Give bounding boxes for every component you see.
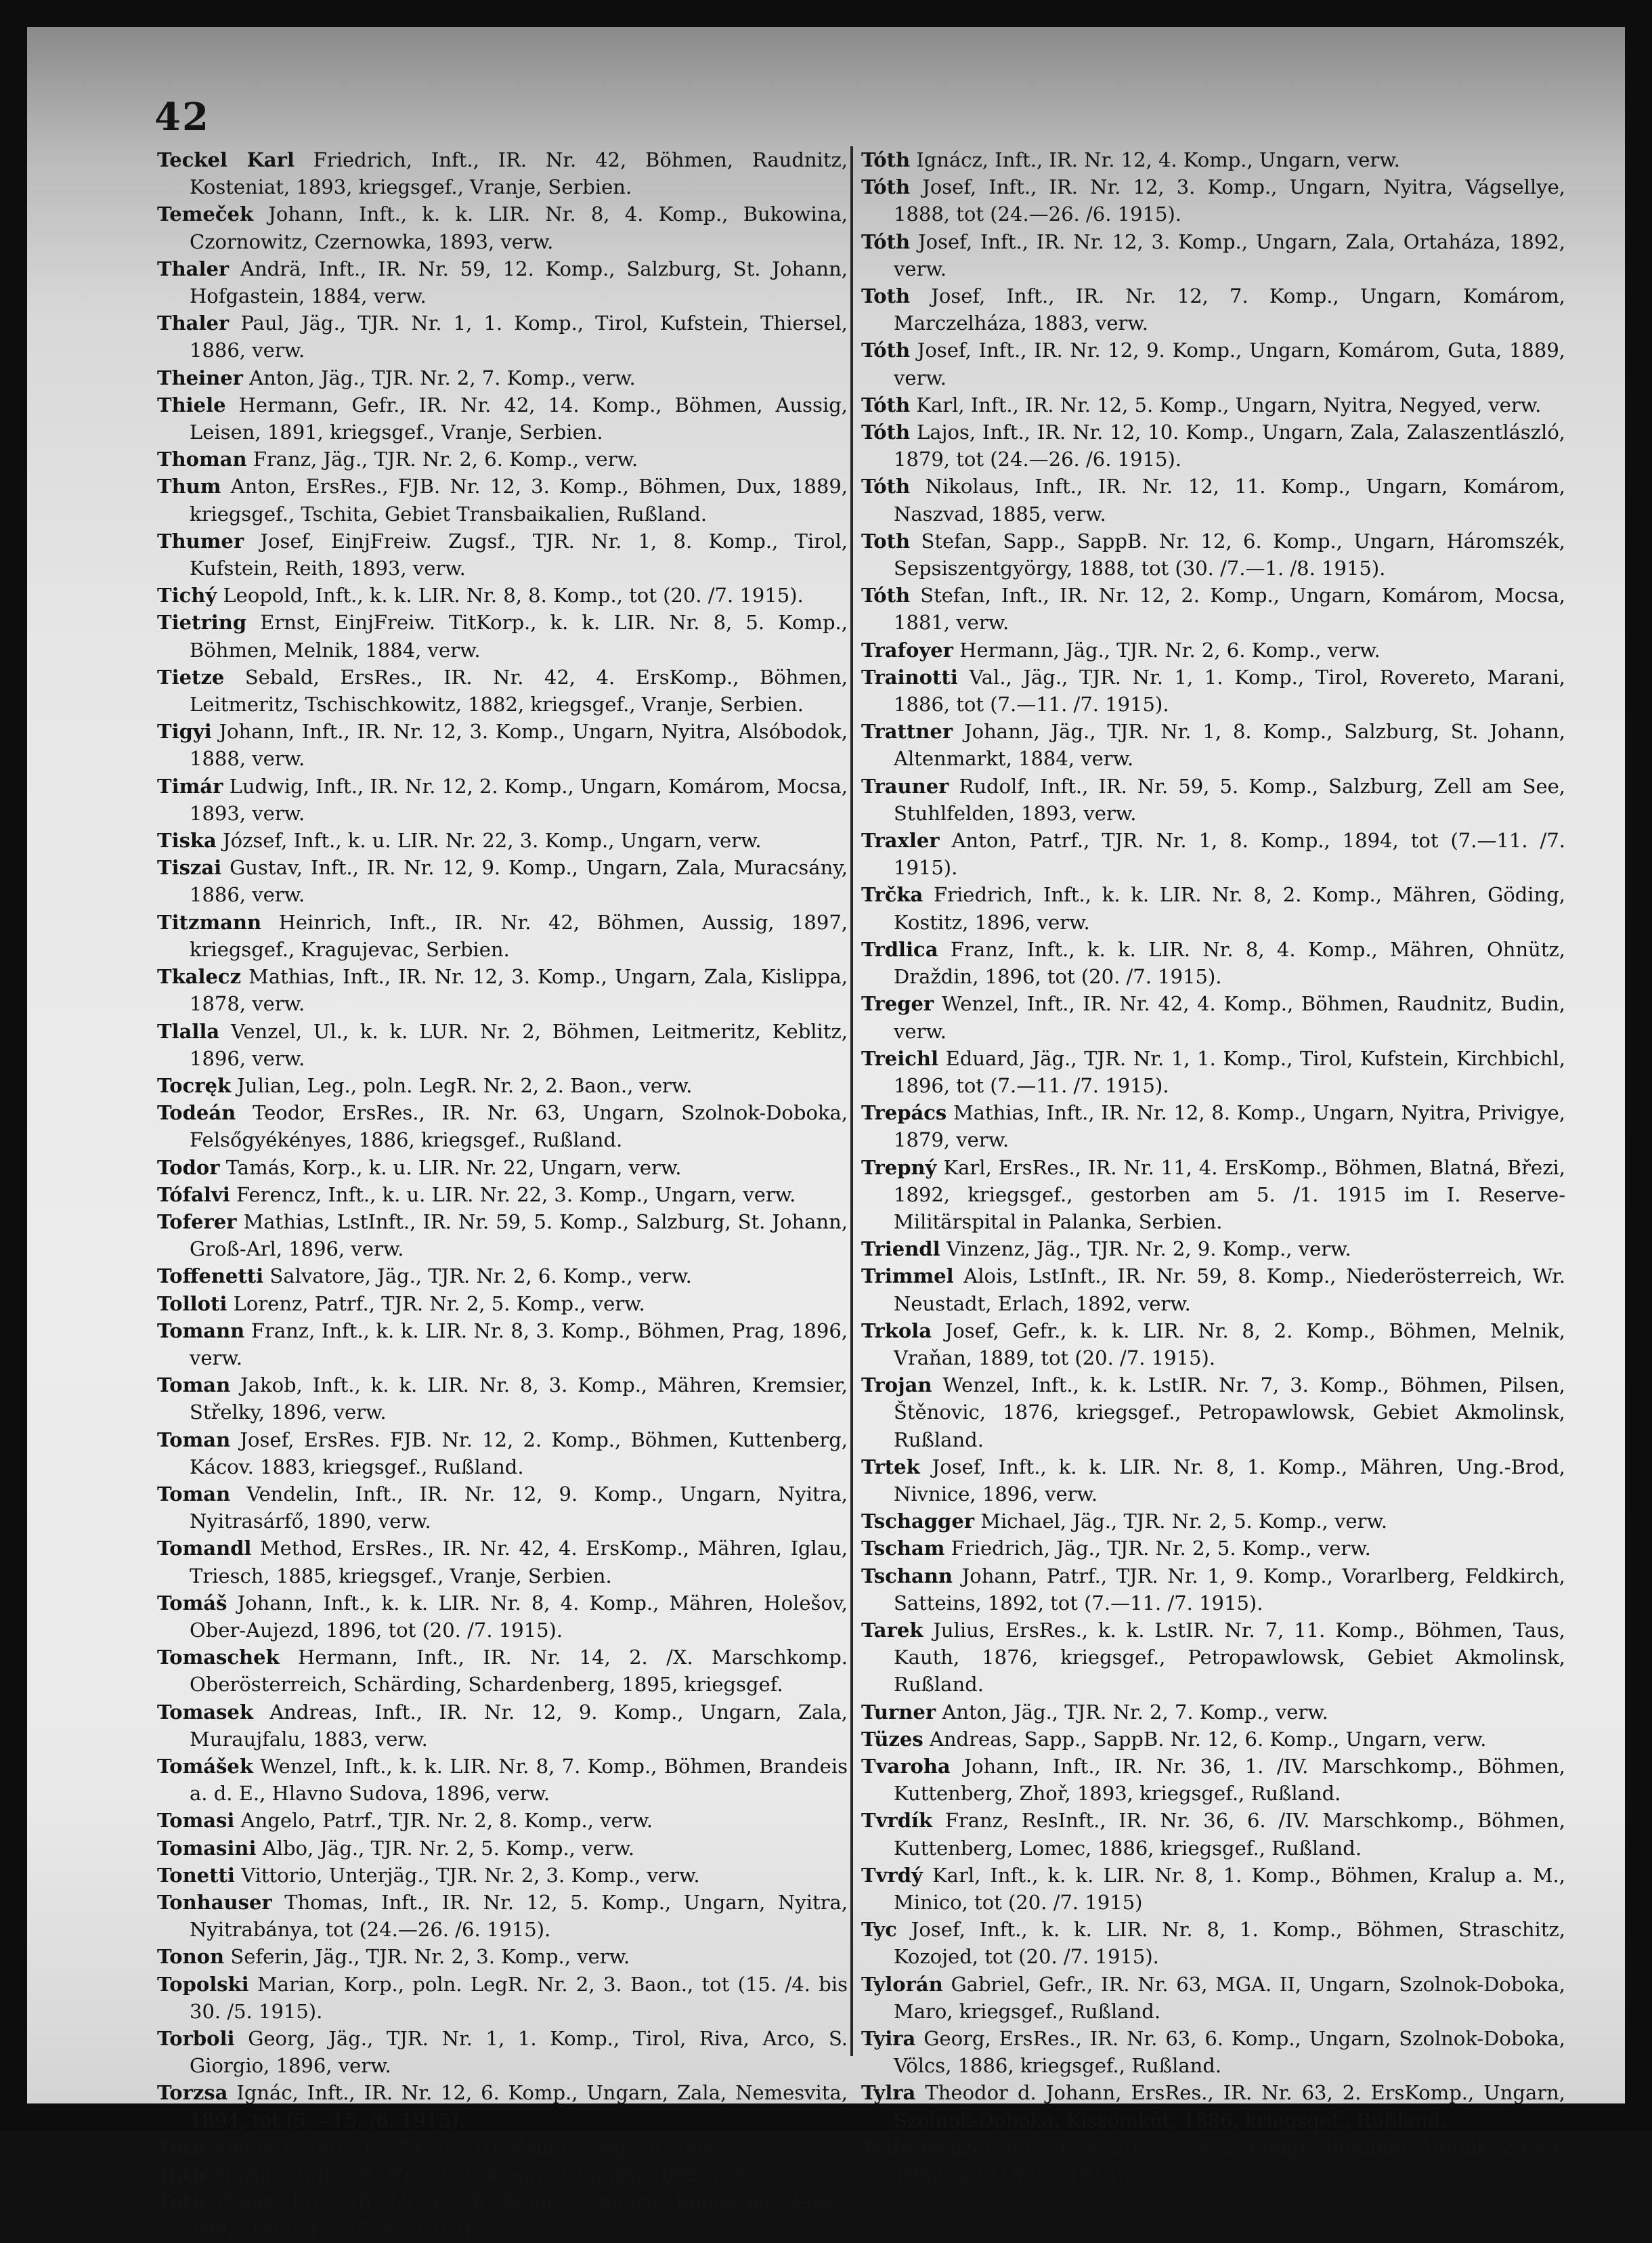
register-entry <box>157 391 848 446</box>
entry-surname: Tóth <box>861 393 911 416</box>
entry-surname: Tonetti <box>157 1863 235 1887</box>
entry-details: Thomas, Inft., IR. Nr. 12, 5. Komp., Ungarn, Nyitra, Nyitrabánya, tot (24.—26. /6. 1915). <box>190 1891 848 1942</box>
entry-details: Method, ErsRes., IR. Nr. 42, 4. ErsKomp., Mähren, Iglau, Triesch, 1885, kriegsgef., Vranje, Serbien. <box>190 1537 848 1587</box>
register-entry <box>157 146 848 200</box>
register-entry <box>157 200 848 255</box>
entry-surname: Trkola <box>861 1319 932 1342</box>
entry-details: Friedrich, Jäg., TJR. Nr. 2, 5. Komp., verw. <box>944 1537 1371 1560</box>
entry-surname: Temeček <box>157 202 254 226</box>
entry-surname: Tyc <box>861 1918 897 1942</box>
entry-surname: Tylorán <box>861 1972 943 1996</box>
entry-surname: Tonon <box>157 1945 225 1969</box>
entry-surname: Theiner <box>157 366 243 389</box>
entry-surname: Tlalla <box>157 1019 220 1043</box>
register-entry <box>157 1862 848 1889</box>
entry-details: Karl, ErsRes., IR. Nr. 11, 4. ErsKomp., Böhmen, Blatná, Březi, 1892, kriegsgef., gestorben am 5. /1. 1915 im I. Reserve-Militärspital in Palanka, Serbien. <box>894 1155 1565 1233</box>
entry-details: Emerich, Inft., IR. Nr. 12, 10. Komp., Ungarn, verw. <box>206 2135 726 2159</box>
register-entry <box>861 718 1565 772</box>
entry-details: Josef, Gefr., k. k. LIR. Nr. 8, 2. Komp., Böhmen, Melnik, Vraňan, 1889, tot (20. /7. 1915). <box>894 1319 1565 1369</box>
entry-details: Johann, Inft., k. k. LIR. Nr. 8, 4. Komp., Bukowina, Czornowitz, Czernowka, 1893, verw. <box>190 202 848 253</box>
register-entry <box>861 1753 1565 1807</box>
register-entry <box>157 773 848 827</box>
entry-surname: Tófalvi <box>157 1182 230 1206</box>
register-entry <box>861 664 1565 718</box>
entry-surname: Tóth <box>861 584 911 607</box>
entry-details: Seferin, Jäg., TJR. Nr. 2, 3. Komp., verw. <box>224 1945 630 1969</box>
entry-surname: Tschagger <box>861 1510 975 1533</box>
entry-details: Mathias, Inft., IR. Nr. 12, 8. Komp., Ungarn, Nyitra, Privigye, 1879, verw. <box>894 1101 1565 1152</box>
entry-details: Teodor, ErsRes., IR. Nr. 63, Ungarn, Szolnok-Doboka, Felsőgyékényes, 1886, kriegsgef., Rußland. <box>190 1101 848 1152</box>
entry-surname: Tóth <box>861 175 911 199</box>
entry-surname: Tarek <box>861 1618 923 1642</box>
register-entry <box>157 1262 848 1289</box>
entry-surname: Tomasek <box>157 1700 253 1724</box>
entry-details: Friedrich, Inft., k. k. LIR. Nr. 8, 2. Komp., Mähren, Göding, Kostitz, 1896, verw. <box>894 883 1565 934</box>
entry-surname: Trainotti <box>861 665 958 689</box>
entry-details: Wenzel, Inft., k. k. LIR. Nr. 8, 2. Komp., Böhmen, Melnik, Zaboř, 1882, tot (18. /7. 1915). <box>894 2135 1565 2187</box>
entry-details: Theodor d. Johann, ErsRes., IR. Nr. 63, 2. ErsKomp., Ungarn, Szolnok-Doboka, Kissomkút, 1886, kriegsgef., Rußland. <box>894 2081 1565 2132</box>
entry-details: Georg, Jäg., TJR. Nr. 1, 1. Komp., Tirol, Riva, Arco, S. Giorgio, 1896, verw. <box>190 2027 848 2078</box>
entry-surname: Trauner <box>861 774 949 798</box>
entry-details: Alois, LstInft., IR. Nr. 59, 8. Komp., Niederösterreich, Wr. Neustadt, Erlach, 1892, verw. <box>894 1264 1565 1315</box>
entry-details: Florian, Inft., IR. Nr. 12, 3. Komp., Ungarn, 1892, verw. <box>206 2163 764 2187</box>
entry-surname: Thoman <box>157 448 247 471</box>
register-entry <box>157 1699 848 1753</box>
register-entry <box>157 718 848 772</box>
entry-details: Franz, Inft., k. k. LIR. Nr. 8, 3. Komp., Böhmen, Prag, 1896, verw. <box>190 1319 848 1369</box>
register-entry <box>157 2134 848 2161</box>
register-entry <box>861 473 1565 527</box>
register-entry <box>861 1317 1565 1371</box>
entry-surname: Tomasi <box>157 1809 235 1833</box>
entry-surname: Tschann <box>861 1564 953 1587</box>
entry-surname: Tüzes <box>861 1727 923 1751</box>
register-entry <box>861 173 1565 228</box>
entry-surname: Tomandl <box>157 1537 252 1560</box>
entry-details: Marian, Korp., poln. LegR. Nr. 2, 3. Baon., tot (15. /4. bis 30. /5. 1915). <box>190 1972 848 2023</box>
entry-surname: Tomann <box>157 1319 245 1342</box>
entry-details: Josef, Inft., IR. Nr. 12, 7. Komp., Ungarn, Komárom, Marczelháza, 1883, verw. <box>894 284 1565 335</box>
entry-details: Salvatore, Jäg., TJR. Nr. 2, 6. Komp., verw. <box>263 1264 692 1288</box>
entry-surname: Tietze <box>157 665 225 689</box>
register-entry <box>157 1099 848 1153</box>
entry-surname: Trepný <box>861 1155 937 1179</box>
register-entry <box>861 637 1565 664</box>
entry-surname: Tkalecz <box>157 965 242 989</box>
entry-surname: Toman <box>157 1482 231 1505</box>
entry-surname: Treichl <box>861 1046 938 1070</box>
entry-surname: Tolloti <box>157 1291 227 1315</box>
register-entry <box>861 1235 1565 1262</box>
entry-surname: Treger <box>861 992 934 1016</box>
entry-details: Josef, Inft., k. k. LIR. Nr. 8, 1. Komp., Böhmen, Straschitz, Kozojed, tot (20. /7. 1915). <box>894 1918 1565 1969</box>
register-entry <box>861 2025 1565 2079</box>
entry-surname: Toffenetti <box>157 1264 264 1288</box>
register-entry <box>157 963 848 1017</box>
register-entry <box>861 528 1565 582</box>
entry-details: Andreas, Sapp., SappB. Nr. 12, 6. Komp., Ungarn, verw. <box>923 1727 1487 1751</box>
register-entry <box>157 1018 848 1072</box>
register-entry <box>861 1262 1565 1317</box>
register-entry <box>157 582 848 609</box>
entry-details: Venzel, Ul., k. k. LUR. Nr. 2, Böhmen, Leitmeritz, Keblitz, 1896, verw. <box>190 1019 848 1070</box>
entry-surname: Trčka <box>861 883 923 907</box>
entry-surname: Titzmann <box>157 910 262 934</box>
register-entry <box>157 1154 848 1181</box>
entry-details: Angelo, Patrf., TJR. Nr. 2, 8. Komp., verw. <box>234 1809 653 1833</box>
register-entry <box>861 2134 1565 2188</box>
register-entry <box>157 446 848 473</box>
entry-surname: Tiska <box>157 829 217 853</box>
entry-surname: Todor <box>157 1155 220 1179</box>
register-entry <box>861 936 1565 990</box>
register-entry <box>861 1099 1565 1153</box>
register-entry <box>157 2025 848 2079</box>
entry-details: Anton, Jäg., TJR. Nr. 2, 7. Komp., verw. <box>242 366 636 389</box>
register-entry <box>861 1535 1565 1562</box>
entry-details: Paul, Jäg., TJR. Nr. 1, 1. Komp., Tirol, Kufstein, Thiersel, 1886, verw. <box>190 312 848 362</box>
entry-surname: Turner <box>861 1700 936 1724</box>
entry-details: József, Inft., k. u. LIR. Nr. 22, 3. Komp., Ungarn, verw. <box>216 829 762 853</box>
entry-details: Josef, Inft., IR. Nr. 12, 3. Komp., Ungarn, Zala, Ortaháza, 1892, verw. <box>894 230 1565 280</box>
entry-details: Anton, Patrf., TJR. Nr. 1, 8. Komp., 1894, tot (7.—11. /7. 1915). <box>894 829 1565 880</box>
entry-details: Hermann, Jäg., TJR. Nr. 2, 6. Komp., verw. <box>953 638 1381 662</box>
register-entry <box>861 1699 1565 1726</box>
entry-details: Franz, Inft., IR. Nr. 12, 6. Komp., Ungarn, Komárom, Ászár, 1892, tot (24.—26. /6. 1915). <box>190 2190 848 2241</box>
entry-details: Vittorio, Unterjäg., TJR. Nr. 2, 3. Komp., verw. <box>234 1863 700 1887</box>
entry-surname: Toth <box>157 2135 206 2159</box>
register-entry <box>861 337 1565 391</box>
entry-details: Hermann, Gefr., IR. Nr. 42, 14. Komp., Böhmen, Aussig, Leisen, 1891, kriegsgef., Vranje, Serbien. <box>190 393 848 444</box>
register-entry <box>861 827 1565 881</box>
entry-surname: Trimmel <box>861 1264 954 1288</box>
register-entry <box>157 909 848 963</box>
entry-details: Karl, Inft., IR. Nr. 12, 5. Komp., Ungarn, Nyitra, Negyed, verw. <box>910 393 1542 416</box>
entry-surname: Topolski <box>157 1972 249 1996</box>
entry-details: Johann, Inft., IR. Nr. 36, 1. /IV. Marschkomp., Böhmen, Kuttenberg, Zhoř, 1893, kriegsgef., Rußland. <box>894 1754 1565 1806</box>
register-entry <box>157 1072 848 1099</box>
entry-details: Anton, Jäg., TJR. Nr. 2, 7. Komp., verw. <box>936 1700 1328 1724</box>
entry-surname: Timár <box>157 774 223 798</box>
entry-details: Ignác, Inft., IR. Nr. 12, 6. Komp., Ungarn, Zala, Nemesvita, 1894, tot (5.—15. /6. 1915). <box>190 2081 848 2132</box>
register-entry <box>157 1208 848 1262</box>
register-entry <box>861 773 1565 827</box>
entry-details: Wenzel, Inft., IR. Nr. 42, 4. Komp., Böhmen, Raudnitz, Budin, verw. <box>894 992 1565 1043</box>
register-entry <box>861 1916 1565 1970</box>
entry-details: Ignácz, Inft., IR. Nr. 12, 4. Komp., Ungarn, verw. <box>910 148 1400 171</box>
entry-surname: Tomáš <box>157 1591 227 1615</box>
register-entry <box>157 1426 848 1480</box>
entry-surname: Tóth <box>157 2163 206 2187</box>
register-entry <box>861 582 1565 636</box>
entry-surname: Tiszai <box>157 856 222 880</box>
register-entry <box>157 1589 848 1644</box>
entry-details: Georg, ErsRes., IR. Nr. 63, 6. Komp., Ungarn, Szolnok-Doboka, Völcs, 1886, kriegsgef., Rußland. <box>894 2027 1565 2078</box>
register-entry <box>157 2161 848 2188</box>
register-entry <box>861 1371 1565 1453</box>
entry-surname: Tomášek <box>157 1754 253 1778</box>
entry-details: Franz, Jäg., TJR. Nr. 2, 6. Komp., verw. <box>246 448 638 471</box>
register-entry <box>861 146 1565 173</box>
entry-surname: Tvrdík <box>861 1809 933 1833</box>
entry-surname: Tyira <box>861 2027 916 2051</box>
register-entry <box>861 1045 1565 1099</box>
entry-surname: Thumer <box>157 529 244 553</box>
register-entry <box>157 528 848 582</box>
column-divider <box>850 146 853 2056</box>
register-entry <box>861 990 1565 1044</box>
entry-details: Franz, Inft., k. k. LIR. Nr. 8, 4. Komp., Mähren, Ohnütz, Draždin, 1896, tot (20. /7. 1915). <box>894 937 1565 989</box>
register-entry <box>861 1971 1565 2025</box>
entry-surname: Tscham <box>861 1537 945 1560</box>
entry-surname: Torboli <box>157 2027 235 2051</box>
entry-surname: Tomasini <box>157 1836 257 1860</box>
register-entry <box>861 1617 1565 1699</box>
entry-surname: Tichý <box>157 584 217 607</box>
entry-details: Eduard, Jäg., TJR. Nr. 1, 1. Komp., Tirol, Kufstein, Kirchbichl, 1896, tot (7.—11. /7. 1915). <box>894 1046 1565 1097</box>
entry-details: Ludwig, Inft., IR. Nr. 12, 2. Komp., Ungarn, Komárom, Mocsa, 1893, verw. <box>190 774 848 825</box>
register-entry <box>861 391 1565 419</box>
register-entry <box>157 255 848 309</box>
entry-surname: Trepács <box>861 1101 947 1125</box>
register-entry <box>157 827 848 854</box>
entry-surname: Trdlica <box>861 937 938 961</box>
entry-surname: Tvaroha <box>861 1754 951 1778</box>
entry-details: Albo, Jäg., TJR. Nr. 2, 5. Komp., verw. <box>256 1836 635 1860</box>
entry-details: Josef, Inft., k. k. LIR. Nr. 8, 1. Komp., Mähren, Ung.-Brod, Nivnice, 1896, verw. <box>894 1455 1565 1505</box>
entry-details: Andrä, Inft., IR. Nr. 59, 12. Komp., Salzburg, St. Johann, Hofgastein, 1884, verw. <box>190 257 848 308</box>
entry-details: Julian, Leg., poln. LegR. Nr. 2, 2. Baon., verw. <box>231 1073 693 1097</box>
entry-details: Mathias, Inft., IR. Nr. 12, 3. Komp., Ungarn, Zala, Kislippa, 1878, verw. <box>190 965 848 1016</box>
entry-details: Nikolaus, Inft., IR. Nr. 12, 11. Komp., Ungarn, Komárom, Naszvad, 1885, verw. <box>894 475 1565 526</box>
entry-surname: Tóth <box>861 230 911 253</box>
entry-surname: Thaler <box>157 257 230 280</box>
entry-details: Johann, Patrf., TJR. Nr. 1, 9. Komp., Vorarlberg, Feldkirch, Satteins, 1892, tot (7.—11. /7. 1915). <box>894 1564 1565 1615</box>
entry-details: Wenzel, Inft., k. k. LIR. Nr. 8, 7. Komp., Böhmen, Brandeis a. d. E., Hlavno Sudova, 1896, verw. <box>190 1754 848 1806</box>
entry-details: Ferencz, Inft., k. u. LIR. Nr. 22, 3. Komp., Ungarn, verw. <box>230 1182 796 1206</box>
entry-surname: Toman <box>157 1373 231 1397</box>
entry-details: Vendelin, Inft., IR. Nr. 12, 9. Komp., Ungarn, Nyitra, Nyitrasárfő, 1890, verw. <box>190 1482 848 1533</box>
entry-details: Val., Jäg., TJR. Nr. 1, 1. Komp., Tirol, Rovereto, Marani, 1886, tot (7.—11. /7. 1915). <box>894 665 1565 717</box>
register-entry <box>861 881 1565 935</box>
entry-details: Gustav, Inft., IR. Nr. 12, 9. Komp., Ungarn, Zala, Muracsány, 1886, verw. <box>190 856 848 907</box>
entry-surname: Teckel Karl <box>157 148 295 171</box>
entry-details: Anton, ErsRes., FJB. Nr. 12, 3. Komp., Böhmen, Dux, 1889, kriegsgef., Tschita, Gebiet Transbaikalien, Rußland. <box>190 475 848 526</box>
register-entry <box>157 1971 848 2025</box>
entry-surname: Triendl <box>861 1237 940 1261</box>
entry-surname: Tóth <box>861 148 911 171</box>
entry-surname: Toth <box>861 529 911 553</box>
entry-surname: Tomaschek <box>157 1646 280 1669</box>
entry-details: Friedrich, Inft., IR. Nr. 42, Böhmen, Raudnitz, Kosteniat, 1893, kriegsgef., Vranje, Serbien. <box>190 148 848 199</box>
entry-details: Andreas, Inft., IR. Nr. 12, 9. Komp., Ungarn, Zala, Muraujfalu, 1883, verw. <box>190 1700 848 1751</box>
register-entry <box>157 1835 848 1862</box>
entry-details: Lorenz, Patrf., TJR. Nr. 2, 5. Komp., verw. <box>227 1291 645 1315</box>
entry-surname: Thiele <box>157 393 226 416</box>
entry-details: Rudolf, Inft., IR. Nr. 59, 5. Komp., Salzburg, Zell am See, Stuhlfelden, 1893, verw. <box>894 774 1565 825</box>
entry-surname: Tóth <box>157 2190 206 2214</box>
entry-surname: Tylra <box>861 2081 916 2105</box>
register-entry <box>861 2079 1565 2133</box>
register-entry <box>861 282 1565 337</box>
entry-surname: Tylle <box>861 2135 913 2159</box>
entry-surname: Trattner <box>861 720 953 744</box>
entry-surname: Traxler <box>861 829 940 853</box>
entry-details: Stefan, Sapp., SappB. Nr. 12, 6. Komp., Ungarn, Háromszék, Sepsiszentgyörgy, 1888, tot (30. /7.—1. /8. 1915). <box>894 529 1565 580</box>
entry-surname: Trafoyer <box>861 638 953 662</box>
entry-details: Mathias, LstInft., IR. Nr. 59, 5. Komp., Salzburg, St. Johann, Groß-Arl, 1896, verw. <box>190 1210 848 1261</box>
entry-surname: Tigyi <box>157 720 212 744</box>
document-page <box>27 27 1625 2241</box>
entry-details: Josef, Inft., IR. Nr. 12, 3. Komp., Ungarn, Nyitra, Vágsellye, 1888, tot (24.—26. /6. 1915). <box>894 175 1565 226</box>
entry-details: Hermann, Inft., IR. Nr. 14, 2. /X. Marschkomp. Oberösterreich, Schärding, Schardenberg, 1895, kriegsgef. <box>190 1646 848 1696</box>
entry-details: Johann, Jäg., TJR. Nr. 1, 8. Komp., Salzburg, St. Johann, Altenmarkt, 1884, verw. <box>894 720 1565 771</box>
entry-details: Josef, EinjFreiw. Zugsf., TJR. Nr. 1, 8. Komp., Tirol, Kufstein, Reith, 1893, verw. <box>190 529 848 580</box>
register-entry <box>861 228 1565 282</box>
register-entry <box>157 1889 848 1943</box>
register-entry <box>157 364 848 391</box>
page-number: 42 <box>154 95 210 140</box>
entry-details: Gabriel, Gefr., IR. Nr. 63, MGA. II, Ungarn, Szolnok-Doboka, Maro, kriegsgef., Rußland. <box>894 1972 1565 2023</box>
entry-details: Johann, Inft., IR. Nr. 12, 3. Komp., Ungarn, Nyitra, Alsóbodok, 1888, verw. <box>190 720 848 771</box>
register-entry <box>861 1862 1565 1916</box>
register-entry <box>157 1480 848 1535</box>
entry-surname: Tóth <box>861 421 911 444</box>
entry-details: Johann, Inft., k. k. LIR. Nr. 8, 4. Komp., Mähren, Holešov, Ober-Aujezd, 1896, tot (20. /7. 1915). <box>190 1591 848 1642</box>
entry-details: Julius, ErsRes., k. k. LstIR. Nr. 7, 11. Komp., Böhmen, Taus, Kauth, 1876, kriegsgef., Petropawlowsk, Gebiet Akmolinsk, Rußland. <box>894 1618 1565 1696</box>
register-entry <box>157 609 848 663</box>
entry-details: Jakob, Inft., k. k. LIR. Nr. 8, 3. Komp., Mähren, Kremsier, Střelky, 1896, verw. <box>190 1373 848 1424</box>
left-column <box>157 146 848 2243</box>
entry-surname: Trojan <box>861 1373 932 1397</box>
entry-details: Stefan, Inft., IR. Nr. 12, 2. Komp., Ungarn, Komárom, Mocsa, 1881, verw. <box>894 584 1565 635</box>
register-entry <box>157 309 848 364</box>
register-entry <box>861 1508 1565 1535</box>
register-entry <box>157 1371 848 1426</box>
register-entry <box>157 1317 848 1371</box>
entry-details: Josef, Inft., IR. Nr. 12, 9. Komp., Ungarn, Komárom, Guta, 1889, verw. <box>894 339 1565 389</box>
entry-surname: Tvrdý <box>861 1863 923 1887</box>
register-entry <box>157 1753 848 1807</box>
register-entry <box>157 1290 848 1317</box>
register-entry <box>861 1562 1565 1617</box>
entry-surname: Toman <box>157 1428 231 1451</box>
entry-details: Michael, Jäg., TJR. Nr. 2, 5. Komp., verw. <box>974 1510 1388 1533</box>
entry-surname: Thum <box>157 475 221 498</box>
register-entry <box>157 1535 848 1589</box>
entry-surname: Toferer <box>157 1210 237 1233</box>
register-entry <box>157 1181 848 1208</box>
register-entry <box>157 2188 848 2242</box>
entry-surname: Thaler <box>157 312 230 335</box>
entry-details: Franz, ResInft., IR. Nr. 36, 6. /IV. Marschkomp., Böhmen, Kuttenberg, Lomec, 1886, kriegsgef., Rußland. <box>894 1809 1565 1860</box>
entry-details: Wenzel, Inft., k. k. LstIR. Nr. 7, 3. Komp., Böhmen, Pilsen, Štěnovic, 1876, kriegsgef., Petropawlowsk, Gebiet Akmolinsk, Rußland. <box>894 1373 1565 1451</box>
entry-details: Lajos, Inft., IR. Nr. 12, 10. Komp., Ungarn, Zala, Zalaszentlászló, 1879, tot (24.—26. /6. 1915). <box>894 421 1565 471</box>
register-entry <box>157 473 848 527</box>
entry-details: Sebald, ErsRes., IR. Nr. 42, 4. ErsKomp., Böhmen, Leitmeritz, Tschischkowitz, 1882, kriegsgef., Vranje, Serbien. <box>190 665 848 717</box>
entry-details: Josef, ErsRes. FJB. Nr. 12, 2. Komp., Böhmen, Kuttenberg, Kácov. 1883, kriegsgef., Rußland. <box>190 1428 848 1478</box>
register-entry <box>861 1154 1565 1236</box>
entry-surname: Tietring <box>157 611 247 635</box>
entry-details: Heinrich, Inft., IR. Nr. 42, Böhmen, Aussig, 1897, kriegsgef., Kragujevac, Serbien. <box>190 910 848 961</box>
entry-surname: Todeán <box>157 1101 236 1125</box>
entry-surname: Tóth <box>861 475 911 498</box>
register-entry <box>157 1943 848 1970</box>
register-entry <box>157 854 848 908</box>
register-entry <box>861 1453 1565 1508</box>
entry-surname: Trtek <box>861 1455 920 1478</box>
entry-surname: Torzsa <box>157 2081 228 2105</box>
entry-surname: Tóth <box>861 339 911 362</box>
register-entry <box>861 1726 1565 1753</box>
entry-details: Karl, Inft., k. k. LIR. Nr. 8, 1. Komp., Böhmen, Kralup a. M., Minico, tot (20. /7. 1915) <box>894 1863 1565 1914</box>
register-entry <box>157 2079 848 2133</box>
register-entry <box>861 419 1565 473</box>
entry-surname: Toth <box>861 284 911 308</box>
right-column <box>861 146 1565 2188</box>
entry-details: Tamás, Korp., k. u. LIR. Nr. 22, Ungarn, verw. <box>219 1155 682 1179</box>
entry-details: Ernst, EinjFreiw. TitKorp., k. k. LIR. Nr. 8, 5. Komp., Böhmen, Melnik, 1884, verw. <box>190 611 848 662</box>
entry-details: Vinzenz, Jäg., TJR. Nr. 2, 9. Komp., verw. <box>940 1237 1351 1261</box>
entry-details: Leopold, Inft., k. k. LIR. Nr. 8, 8. Komp., tot (20. /7. 1915). <box>217 584 804 607</box>
register-entry <box>861 1807 1565 1861</box>
register-entry <box>157 1807 848 1834</box>
register-entry <box>157 664 848 718</box>
entry-surname: Tonhauser <box>157 1891 272 1914</box>
register-entry <box>157 1644 848 1698</box>
entry-surname: Tocręk <box>157 1073 232 1097</box>
